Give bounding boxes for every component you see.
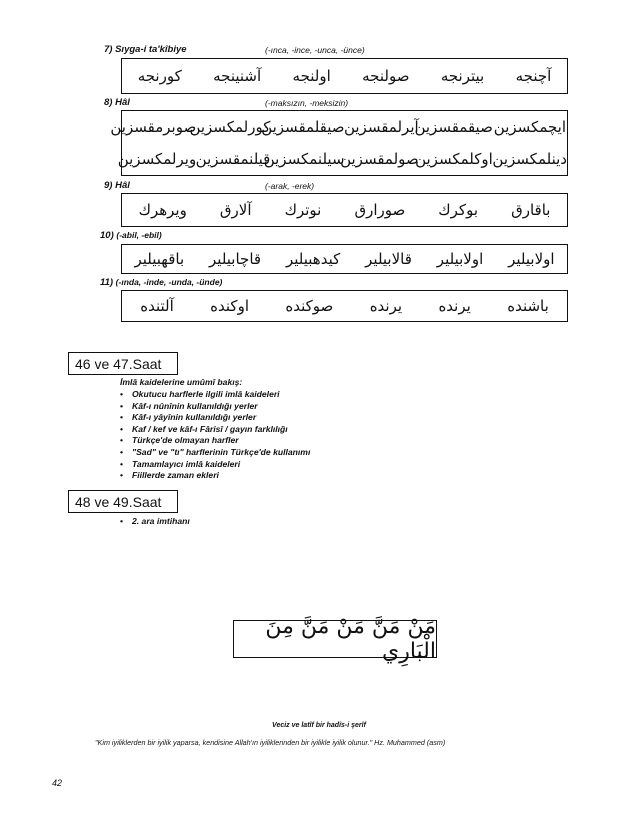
section-8-suffixes: (-maksızın, -meksizin) bbox=[265, 98, 349, 108]
arabic-word: آچنجه bbox=[515, 67, 552, 85]
section-number: 7) bbox=[104, 44, 113, 55]
list-item: • 2. ara imtihanı bbox=[120, 516, 190, 528]
arabic-word: اوكلمكسزين bbox=[415, 150, 493, 168]
list-item: • Kaf / kef ve kâf-ı Fârisî / gayın farklılığı bbox=[120, 424, 310, 436]
arabic-word: صيقمقسزين bbox=[414, 118, 493, 136]
arabic-word: اولابيلير bbox=[508, 250, 555, 268]
arabic-word: ويرهرك bbox=[138, 201, 187, 219]
arabic-word: كورلمكسزين bbox=[189, 118, 271, 136]
calligraphy-text: مَنْ مَنَّ مَنْ مَنَّ مِنَ الْبَارِي bbox=[265, 614, 436, 664]
arabic-word: قاچابيلير bbox=[209, 250, 262, 268]
topic-list-48-49 bbox=[120, 516, 190, 528]
section-number: 11) bbox=[100, 277, 114, 288]
section-9-suffixes: (-arak, -erek) bbox=[265, 181, 315, 191]
section-number: 9) bbox=[104, 180, 113, 191]
list-item: • Tamamlayıcı imlâ kaideleri bbox=[120, 459, 310, 471]
section-7-word-box bbox=[121, 58, 568, 94]
arabic-word: اولنجه bbox=[292, 67, 331, 85]
list-item: • Fiillerde zaman ekleri bbox=[120, 470, 310, 482]
section-11-heading bbox=[100, 277, 222, 288]
list-item: • Kâf-ı nûnînin kullanıldığı yerler bbox=[120, 401, 310, 413]
arabic-word: قالابيلير bbox=[365, 250, 412, 268]
section-title: (-ında, -inde, -unda, -ünde) bbox=[115, 277, 223, 287]
list-item: • Okutucu harflerle ilgili imlâ kaideleri bbox=[120, 389, 310, 401]
topic-list-46-47 bbox=[120, 389, 310, 482]
arabic-word: باقارق bbox=[511, 201, 551, 219]
hour-block-46-47-lead: İmlâ kaidelerine umûmî bakış: bbox=[120, 377, 243, 387]
arabic-word: ايچمكسزين bbox=[493, 118, 567, 136]
arabic-word: آلتنده bbox=[140, 297, 174, 315]
arabic-word: صيقلمقسزين bbox=[261, 118, 345, 136]
section-9-heading bbox=[104, 180, 130, 191]
section-title: Hâl bbox=[115, 180, 130, 191]
calligraphy-box bbox=[233, 614, 437, 664]
list-item: • Kâf-ı yâyînin kullanıldığı yerler bbox=[120, 412, 310, 424]
section-7-heading bbox=[104, 44, 187, 55]
hour-block-48-49-label: 48 ve 49.Saat bbox=[68, 490, 178, 513]
section-number: 8) bbox=[104, 97, 113, 108]
section-7-suffixes: (-ınca, -ince, -unca, -ünce) bbox=[265, 45, 365, 55]
hadith-quote: "Kim iyiliklerden bir iyilik yaparsa, kendisine Allah'ın iyiliklerinden bir iyilikle iyilik olunur." Hz. Muhammed (asm) bbox=[95, 738, 446, 747]
arabic-word: بيترنجه bbox=[440, 67, 485, 85]
arabic-word: صورارق bbox=[354, 201, 406, 219]
arabic-word: كيدهبيلير bbox=[285, 250, 341, 268]
arabic-word: آشنينجه bbox=[213, 67, 262, 85]
arabic-word: قيلنمقسزين bbox=[195, 150, 271, 168]
arabic-word: اوكنده bbox=[210, 297, 249, 315]
section-10-heading bbox=[100, 230, 162, 241]
arabic-word: باشنده bbox=[507, 297, 549, 315]
arabic-word: باقهبيلير bbox=[134, 250, 185, 268]
hour-block-46-47-label: 46 ve 47.Saat bbox=[68, 352, 178, 375]
arabic-word: يرنده bbox=[438, 297, 471, 315]
section-10-word-box bbox=[121, 244, 568, 274]
arabic-word: صولنجه bbox=[362, 67, 410, 85]
arabic-word: بوكرك bbox=[438, 201, 479, 219]
hadith-caption: Veciz ve latîf bir hadîs-i şerîf bbox=[272, 722, 366, 729]
section-8-heading bbox=[104, 97, 130, 108]
list-item: • "Sad" ve "tı" harflerinin Türkçe'de kullanımı bbox=[120, 447, 310, 459]
arabic-word: صوكنده bbox=[285, 297, 334, 315]
section-8-word-box bbox=[110, 110, 568, 176]
list-item: • Türkçe'de olmayan harfler bbox=[120, 435, 310, 447]
arabic-word: ويرلمكسزين bbox=[117, 150, 197, 168]
section-9-word-box bbox=[121, 193, 568, 227]
arabic-word: كورنجه bbox=[137, 67, 182, 85]
arabic-word: آلارق bbox=[219, 201, 252, 219]
page-number: 42 bbox=[52, 778, 63, 788]
arabic-word: دينلمكسزين bbox=[492, 150, 567, 168]
arabic-word: نوترك bbox=[284, 201, 322, 219]
arabic-word: سيلنمكسزين bbox=[263, 150, 345, 168]
arabic-word: يرنده bbox=[369, 297, 403, 315]
section-title: (-abil, -ebil) bbox=[116, 230, 162, 240]
section-11-word-box bbox=[121, 290, 568, 322]
section-title: Sıyga-i ta'kîbiye bbox=[115, 44, 187, 55]
arabic-word: آيرلمقسزين bbox=[343, 118, 419, 136]
section-title: Hâl bbox=[115, 97, 130, 108]
arabic-word: اولابيلير bbox=[436, 250, 484, 268]
section-number: 10) bbox=[100, 230, 114, 241]
arabic-word: صوبرمقسزين bbox=[110, 118, 197, 136]
arabic-word: صولمقسزين bbox=[340, 150, 419, 168]
